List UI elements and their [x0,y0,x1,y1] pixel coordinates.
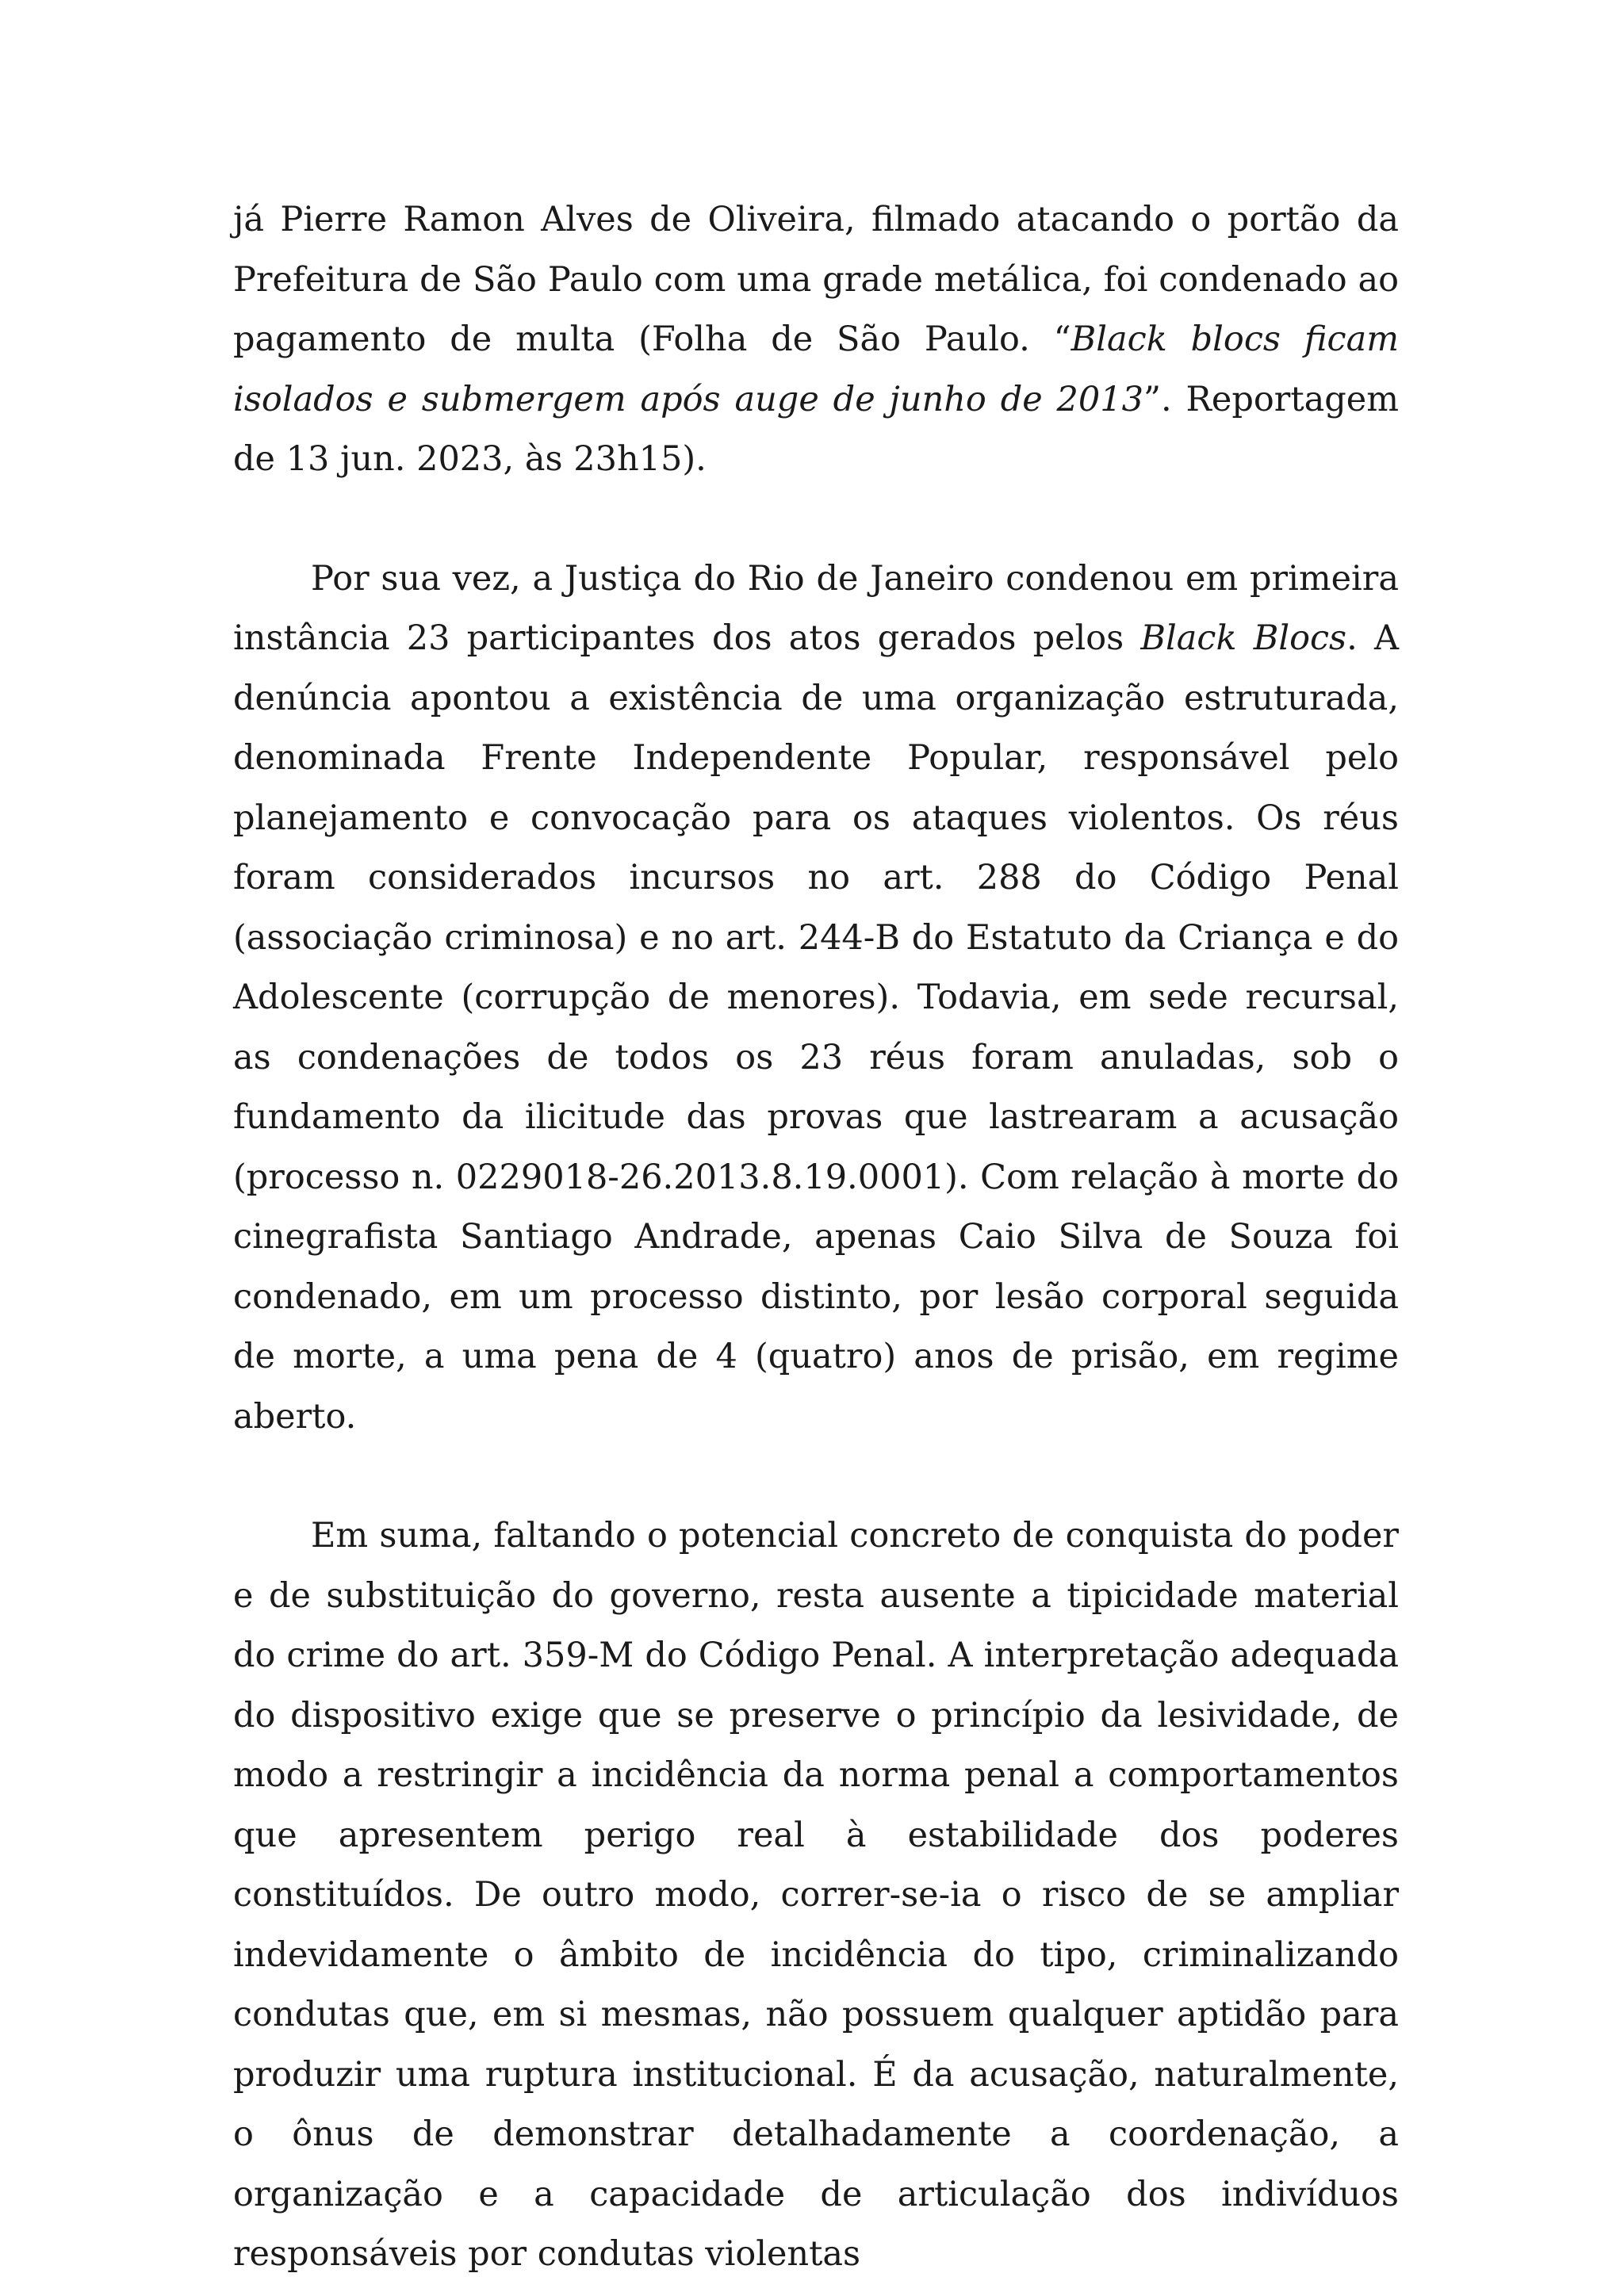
paragraph-3-text: Em suma, faltando o potencial concreto de conquista do poder e de substituição do governo, resta ausente a tipicidade material do crime do art. 359-M do Código Penal. A interpretação adequada do dispositivo exige que se preserve o princípio da lesividade, de modo a restringir a incidência da norma penal a comportamentos que apresentem perigo real à estabilidade dos poderes constituídos. De outro modo, correr-se-ia o risco de se ampliar indevidamente o âmbito de incidência do tipo, criminalizando condutas que, em si mesmas, não possuem qualquer aptidão para produzir uma ruptura institucional. É da acusação, naturalmente, o ônus de demonstrar detalhadamente a coordenação, a organização e a capacidade de articulação dos indivíduos responsáveis por condutas violentas [233,1516,1399,2274]
paragraph-1-text-b: ”. Reportagem de 13 jun. 2023, às 23h15). [233,379,1399,479]
paragraph-2-emphasis: Black Blocs [1140,618,1347,658]
paragraph-2 [233,549,1399,1448]
paragraph-2-text-b: . A denúncia apontou a existência de uma organização estruturada, denominada Frente Independente Popular, responsável pelo planejamento e convocação para os ataques violentos. Os réus foram considerados incursos no art. 288 do Código Penal (associação criminosa) e no art. 244-B do Estatuto da Criança e do Adolescente (corrupção de menores). Todavia, em sede recursal, as condenações de todos os 23 réus foram anuladas, sob o fundamento da ilicitude das provas que lastrearam a acusação (processo n. 0229018-26.2013.8.19.0001). Com relação à morte do cinegrafista Santiago Andrade, apenas Caio Silva de Souza foi condenado, em um processo distinto, por lesão corporal seguida de morte, a uma pena de 4 (quatro) anos de prisão, em regime aberto. [233,618,1400,1437]
document-body [233,190,1399,2285]
paragraph-2-text-a: Por sua vez, a Justiça do Rio de Janeiro condenou em primeira instância 23 participantes dos atos gerados pelos [233,558,1399,658]
paragraph-3 [233,1506,1399,2285]
paragraph-1-text-a: já Pierre Ramon Alves de Oliveira, filmado atacando o portão da Prefeitura de São Paulo com uma grade metálica, foi condenado ao pagamento de multa (Folha de São Paulo. “ [233,200,1399,359]
paragraph-1 [233,190,1399,490]
paragraph-1-article-title: Black blocs ficam isolados e submergem após auge de junho de 2013 [233,320,1400,419]
